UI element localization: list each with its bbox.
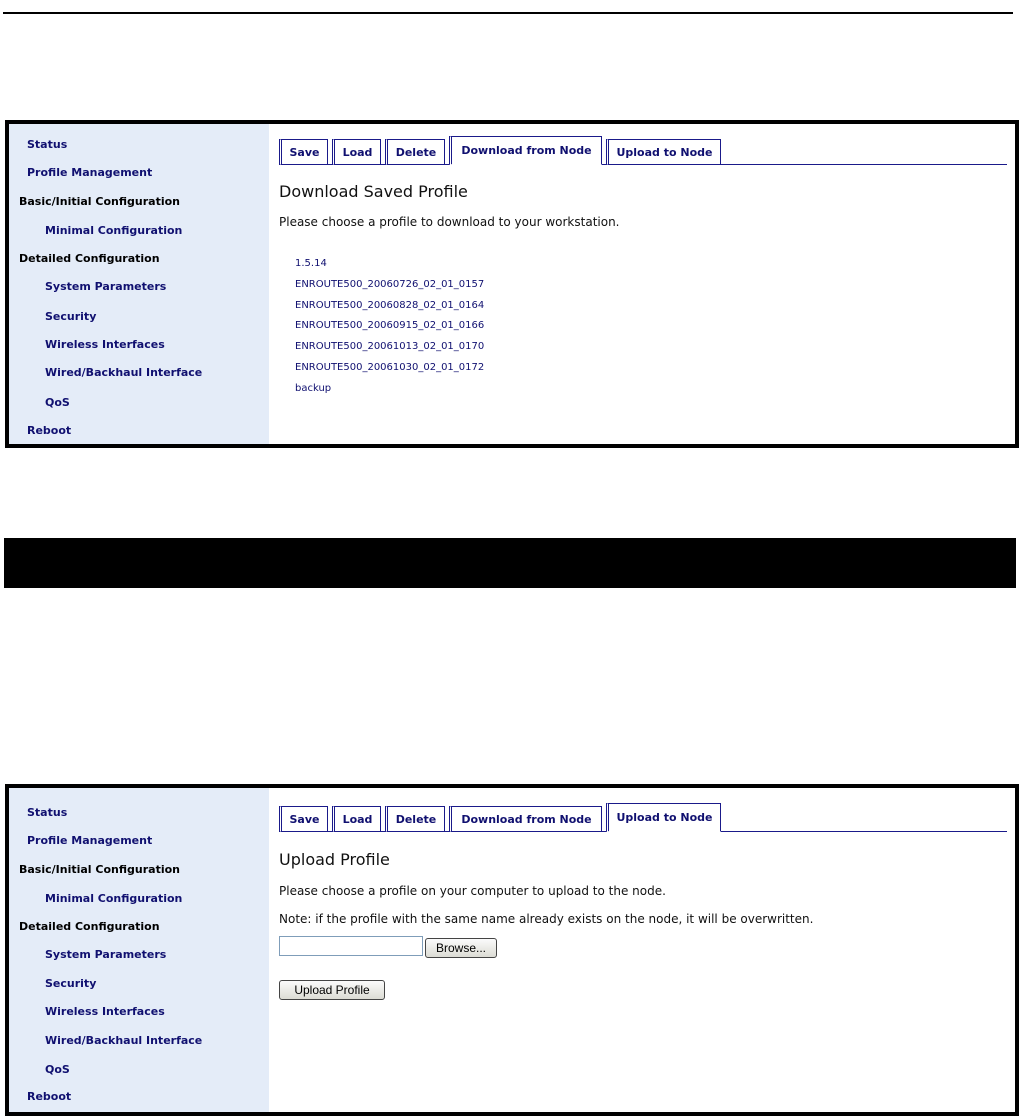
sidebar-item-reboot[interactable]: Reboot: [27, 424, 72, 437]
page-title: Download Saved Profile: [279, 182, 468, 201]
sidebar-section-basic-initial-configuration: Basic/Initial Configuration: [19, 863, 180, 876]
sidebar-section-detailed-configuration: Detailed Configuration: [19, 920, 160, 933]
profile-link[interactable]: 1.5.14: [295, 258, 327, 269]
tab-bar: [279, 136, 1007, 165]
sidebar: [9, 788, 269, 1112]
tab-load[interactable]: Load: [332, 139, 381, 165]
sidebar-item-system-parameters[interactable]: System Parameters: [45, 948, 167, 961]
sidebar-item-minimal-configuration[interactable]: Minimal Configuration: [45, 224, 183, 237]
sidebar-section-basic-initial-configuration: Basic/Initial Configuration: [19, 195, 180, 208]
page-instruction: Please choose a profile to download to your workstation.: [279, 215, 620, 229]
overwrite-note: Note: if the profile with the same name already exists on the node, it will be overwritten.: [279, 912, 814, 926]
page-instruction: Please choose a profile on your computer to upload to the node.: [279, 884, 666, 898]
sidebar-item-qos[interactable]: QoS: [45, 396, 70, 409]
sidebar-item-minimal-configuration[interactable]: Minimal Configuration: [45, 892, 183, 905]
sidebar-item-reboot[interactable]: Reboot: [27, 1090, 72, 1103]
profile-link[interactable]: backup: [295, 382, 332, 394]
sidebar: [9, 124, 269, 444]
main-content: [269, 124, 1015, 444]
sidebar-item-system-parameters[interactable]: System Parameters: [45, 280, 167, 293]
tab-upload-to-node[interactable]: Upload to Node: [606, 139, 721, 165]
tab-delete[interactable]: Delete: [385, 139, 445, 165]
file-path-input[interactable]: [279, 936, 423, 956]
main-content: [269, 788, 1015, 1112]
profile-list: [295, 254, 484, 400]
tab-save[interactable]: Save: [279, 139, 328, 165]
profile-link[interactable]: ENROUTE500_20060828_02_01_0164: [295, 299, 485, 311]
browse-button[interactable]: Browse...: [425, 938, 497, 958]
tab-save[interactable]: Save: [279, 806, 328, 832]
upload-profile-button[interactable]: Upload Profile: [279, 980, 385, 1000]
profile-link[interactable]: ENROUTE500_20061030_02_01_0172: [295, 361, 485, 373]
tab-bar: [279, 803, 1007, 832]
sidebar-item-wireless-interfaces[interactable]: Wireless Interfaces: [45, 1005, 165, 1018]
tab-delete[interactable]: Delete: [385, 806, 445, 832]
sidebar-item-qos[interactable]: QoS: [45, 1063, 70, 1076]
tab-load[interactable]: Load: [332, 806, 381, 832]
profile-link[interactable]: ENROUTE500_20060726_02_01_0157: [295, 278, 485, 290]
tab-download-from-node[interactable]: Download from Node: [449, 136, 602, 165]
top-rule: [3, 12, 1013, 14]
sidebar-item-status[interactable]: Status: [27, 806, 68, 819]
sidebar-item-wireless-interfaces[interactable]: Wireless Interfaces: [45, 338, 165, 351]
sidebar-item-security[interactable]: Security: [45, 977, 97, 990]
sidebar-item-wired-backhaul-interface[interactable]: Wired/Backhaul Interface: [45, 366, 203, 379]
sidebar-item-status[interactable]: Status: [27, 138, 68, 151]
sidebar-item-profile-management[interactable]: Profile Management: [27, 166, 153, 179]
sidebar-item-wired-backhaul-interface[interactable]: Wired/Backhaul Interface: [45, 1034, 203, 1047]
profile-link[interactable]: ENROUTE500_20061013_02_01_0170: [295, 341, 485, 353]
profile-link[interactable]: ENROUTE500_20060915_02_01_0166: [295, 320, 485, 332]
sidebar-item-profile-management[interactable]: Profile Management: [27, 834, 153, 847]
black-band: [4, 538, 1016, 588]
download-screenshot-frame: [5, 120, 1019, 448]
sidebar-item-security[interactable]: Security: [45, 310, 97, 323]
tab-download-from-node[interactable]: Download from Node: [449, 806, 602, 832]
upload-screenshot-frame: [5, 784, 1019, 1116]
tab-upload-to-node[interactable]: Upload to Node: [606, 803, 721, 832]
sidebar-section-detailed-configuration: Detailed Configuration: [19, 252, 160, 265]
page-title: Upload Profile: [279, 850, 390, 869]
